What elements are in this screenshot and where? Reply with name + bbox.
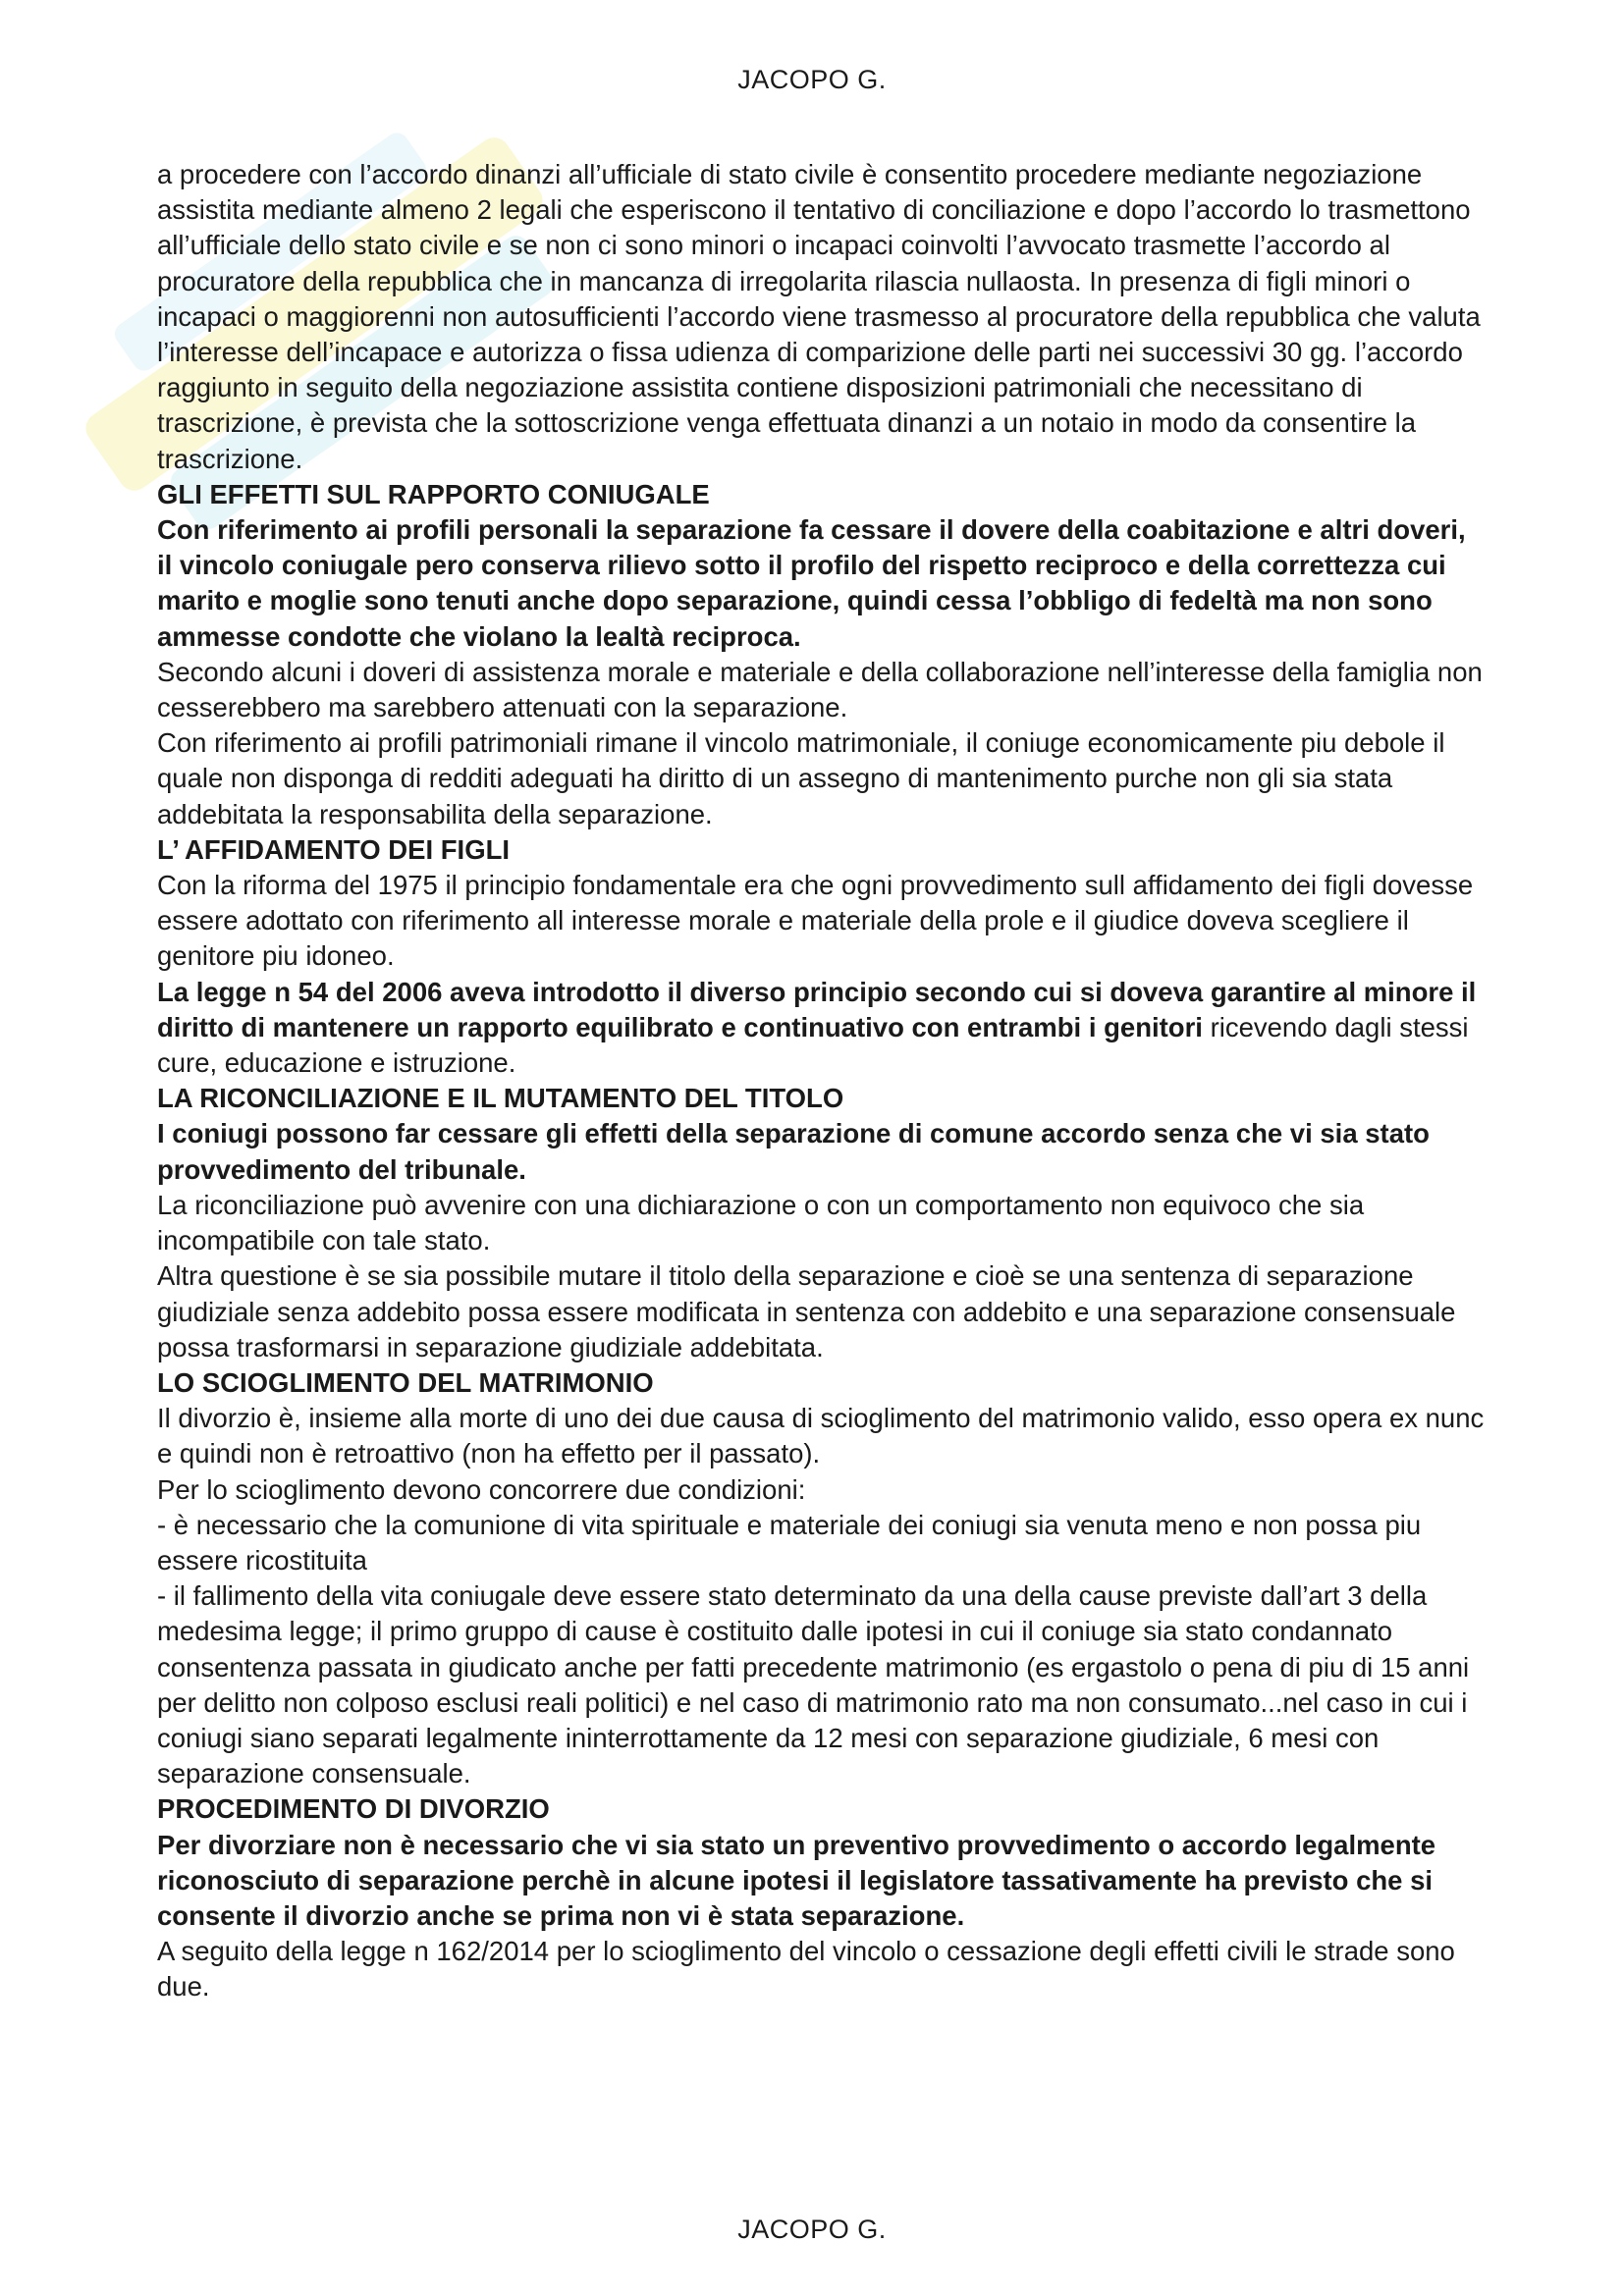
paragraph: Il divorzio è, insieme alla morte di uno dei due causa di scioglimento del matrimonio valido, esso opera ex nunc e quindi non è retroattivo (non ha effetto per il passato).: [157, 1403, 1485, 1469]
list-item: - il fallimento della vita coniugale deve essere stato determinato da una della cause previste dall’art 3 della medesima legge; il primo gruppo di cause è costituito dalle ipotesi in cui il coniuge sia stato condannato consentenza passata in giudicato anche per fatti precedente matrimonio (es ergastolo o pena di piu di 15 anni per delitto non colposo esclusi reali politici) e nel caso di matrimonio rato ma non consumato...nel caso in cui i coniugi siano separati legalmente ininterrottamente da 12 mesi con separazione giudiziale, 6 mesi con separazione consensuale.: [157, 1580, 1470, 1789]
paragraph: La riconciliazione può avvenire con una dichiarazione o con un comportamento non equivoco che sia incompatibile con tale stato.: [157, 1189, 1365, 1256]
paragraph: Altra questione è se sia possibile mutare il titolo della separazione e cioè se una sentenza di separazione giudiziale senza addebito possa essere modificata in sentenza con addebito e una separazione consensuale possa trasformarsi in separazione giudiziale addebitata.: [157, 1260, 1456, 1362]
paragraph: Con riferimento ai profili patrimoniali rimane il vincolo matrimoniale, il coniuge economicamente piu debole il quale non disponga di redditi adeguati ha diritto di un assegno di mantenimento purche non gli sia stata addebitata la responsabilita della separazione.: [157, 727, 1445, 829]
paragraph-bold-span: La legge n 54 del 2006 aveva introdotto il diverso principio secondo cui si doveva garantire al minore il diritto di mantenere un rapporto equilibrato e continuativo con entrambi i genitori: [157, 976, 1477, 1042]
paragraph: Con la riforma del 1975 il principio fondamentale era che ogni provvedimento sull affidamento dei figli dovesse essere adottato con riferimento all interesse morale e materiale della prole e il giudice doveva scegliere il genitore piu idoneo.: [157, 870, 1474, 972]
section-heading: GLI EFFETTI SUL RAPPORTO CONIUGALE: [157, 478, 710, 509]
page-footer: JACOPO G.: [737, 2215, 887, 2244]
paragraph-span: ricevendo dagli stessi cure, educazione e istruzione.: [157, 1011, 1469, 1079]
paragraph-bold: I coniugi possono far cessare gli effetti della separazione di comune accordo senza che vi sia stato provvedimento del tribunale.: [157, 1118, 1430, 1185]
paragraph: Per lo scioglimento devono concorrere due condizioni:: [157, 1473, 806, 1505]
paragraph: Secondo alcuni i doveri di assistenza morale e materiale e della collaborazione nell’interesse della famiglia non cesserebbero ma sarebbero attenuati con la separazione.: [157, 656, 1483, 723]
paragraph: [157, 975, 1488, 1082]
paragraph: A seguito della legge n 162/2014 per lo scioglimento del vincolo o cessazione degli effetti civili le strade sono due.: [157, 1936, 1455, 2002]
section-heading: L’ AFFIDAMENTO DEI FIGLI: [157, 833, 511, 865]
section-heading: LO SCIOGLIMENTO DEL MATRIMONIO: [157, 1366, 654, 1398]
paragraph: a procedere con l’accordo dinanzi all’ufficiale di stato civile è consentito procedere mediante negoziazione assistita mediante almeno 2 legali che esperiscono il tentativo di conciliazione e dopo l’accordo lo trasmettono all’ufficiale dello stato civile e se non ci sono minori o incapaci coinvolti l’avvocato trasmette l’accordo al procuratore della repubblica che in mancanza di irregolarita rilascia nullaosta. In presenza di figli minori o incapaci o maggiorenni non autosufficienti l’accordo viene trasmesso al procuratore della repubblica che valuta l’interesse dell’incapace e autorizza o fissa udienza di comparizione delle parti nei successivi 30 gg. l’accordo raggiunto in seguito della negoziazione assistita contiene disposizioni patrimoniali che necessitano di trascrizione, è prevista che la sottoscrizione venga effettuata dinanzi a un notaio in modo da consentire la trascrizione.: [157, 159, 1481, 474]
paragraph-bold: Con riferimento ai profili personali la separazione fa cessare il dovere della coabitazione e altri doveri, il vincolo coniugale pero conserva rilievo sotto il profilo del rispetto reciproco e della correttezza cui marito e moglie sono tenuti anche dopo separazione, quindi cessa l’obbligo di fedeltà ma non sono ammesse condotte che violano la lealtà reciproca.: [157, 514, 1466, 652]
list-item: - è necessario che la comunione di vita spirituale e materiale dei coniugi sia venuta meno e non possa piu essere ricostituita: [157, 1509, 1422, 1575]
paragraph-bold: Per divorziare non è necessario che vi sia stato un preventivo provvedimento o accordo legalmente riconosciuto di separazione perchè in alcune ipotesi il legislatore tassativamente ha previsto che si consente il divorzio anche se prima non vi è stata separazione.: [157, 1829, 1436, 1931]
section-heading: PROCEDIMENTO DI DIVORZIO: [157, 1793, 550, 1825]
page-header: JACOPO G.: [737, 65, 887, 94]
document-body: [157, 157, 1488, 2005]
section-heading: LA RICONCILIAZIONE E IL MUTAMENTO DEL TITOLO: [157, 1083, 844, 1114]
